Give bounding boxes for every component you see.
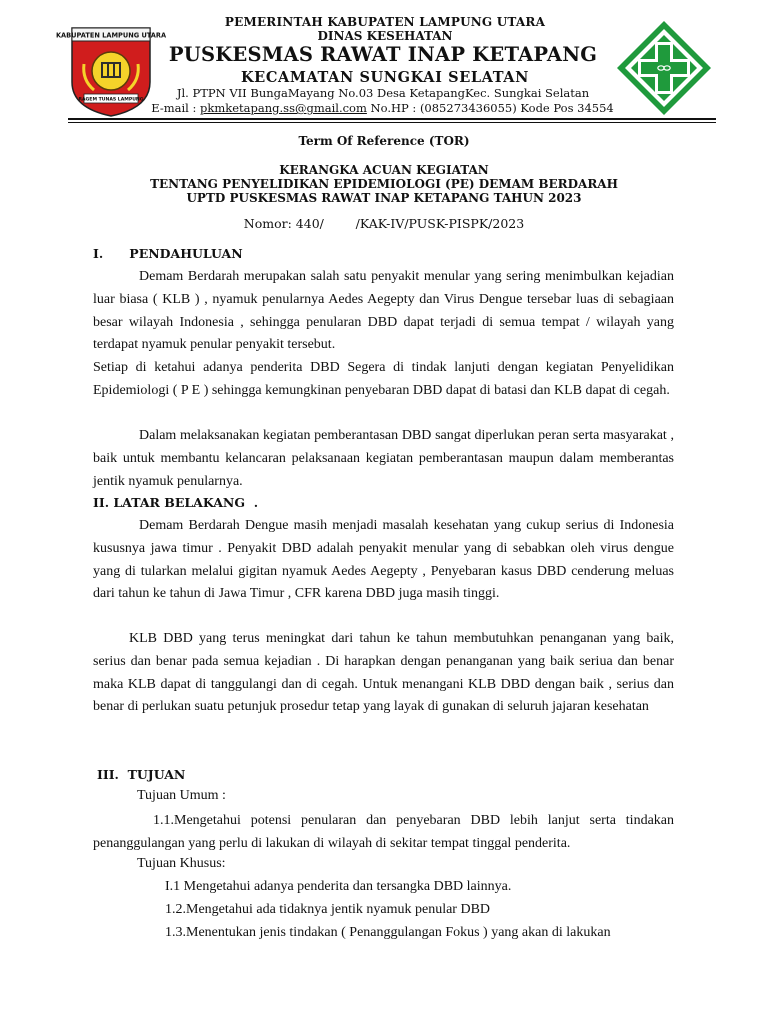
section-1-heading: I. PENDAHULUAN [93,246,243,261]
tor-title: Term Of Reference (TOR) [298,134,470,148]
title-line-2: TENTANG PENYELIDIKAN EPIDEMIOLOGI (PE) DEMAM BERDARAH [150,177,618,191]
tujuan-khusus-item-1: I.1 Mengetahui adanya penderita dan tersangka DBD lainnya. [165,879,512,894]
document-number: Nomor: 440/ /KAK-IV/PUSK-PISPK/2023 [243,216,525,231]
title-line-1: KERANGKA ACUAN KEGIATAN [279,163,489,177]
header-organization: PUSKESMAS RAWAT INAP KETAPANG [168,43,598,66]
section-2-heading: II. LATAR BELAKANG . [93,495,259,510]
section-1-paragraph-1: Demam Berdarah merupakan salah satu penyakit menular yang sering menimbulkan kejadian luar biasa ( KLB ) , nyamuk penularnya Aedes Aegepty dan Virus Dengue tersebar luas di sebagiaan besar wilayah Indonesia , sehingga penularan DBD dapat terjadi di semua tempat / wilayah yang terdapat nyamuk penular penyakit tersebut. [93,269,674,353]
header-contact [130,101,635,115]
email-label: E-mail : [151,101,201,115]
header-divider-thick [68,118,716,120]
tujuan-khusus-item-3: 1.3.Menentukan jenis tindakan ( Penanggulangan Fokus ) yang akan di lakukan [165,925,611,940]
tujuan-umum-label: Tujuan Umum : [137,788,226,803]
crest-title: KABUPATEN LAMPUNG UTARA [55,31,167,40]
header-address: Jl. PTPN VII BungaMayang No.03 Desa KetapangKec. Sungkai Selatan [176,86,590,100]
crest-banner: RAGEM TUNAS LAMPUNG [78,97,144,103]
header-district: KECAMATAN SUNGKAI SELATAN [240,69,530,86]
section-1-paragraph-2: Setiap di ketahui adanya penderita DBD Segera di tindak lanjuti dengan kegiatan Penyelidikan Epidemiologi ( P E ) sehingga kemungkinan penyebaran DBD dapat di batasi dan KLB dapat di cegah. [93,360,674,398]
tujuan-umum-item-1: 1.1.Mengetahui potensi penularan dan penyebaran DBD lebih lanjut serta tindakan penanggulangan yang perlu di lakukan di wilayah di sekitar tempat tinggal penderita. [93,813,674,851]
contact-info: No.HP : (085273436055) Kode Pos 34554 [366,101,614,115]
section-3-heading: III. TUJUAN [97,767,186,782]
section-1-paragraph-3: Dalam melaksanakan kegiatan pemberantasan DBD sangat diperlukan peran serta masyarakat , baik untuk membantu kelancaran pelaksanaan kegiatan pemberantasan maupun dalam memberantas jentik nyamuk penularnya. [93,428,674,489]
header-government: PEMERINTAH KABUPATEN LAMPUNG UTARA [224,15,546,29]
email-link[interactable]: pkmketapang.ss@gmail.com [200,101,367,115]
section-2-paragraph-2: KLB DBD yang terus meningkat dari tahun ke tahun membutuhkan penanganan yang baik, serius dan benar pada semua kejadian . Di harapkan dengan penanganan yang baik seriua dan benar maka KLB dapat di tanggulangi dan di cegah. Untuk menangani KLB DBD dengan baik , serius dan benar di perlukan suatu petunjuk prosedur tetap yang layak di gunakan di seluruh jajaran kesehatan [93,631,674,715]
header-department: DINAS KESEHATAN [317,29,453,43]
header-divider-thin [68,122,716,123]
tujuan-khusus-item-2: 1.2.Mengetahui ada tidaknya jentik nyamuk penular DBD [165,902,491,917]
title-line-3: UPTD PUSKESMAS RAWAT INAP KETAPANG TAHUN 2023 [186,191,582,205]
section-2-paragraph-1: Demam Berdarah Dengue masih menjadi masalah kesehatan yang cukup serius di Indonesia kususnya jawa timur . Penyakit DBD adalah penyakit menular yang di sebabkan oleh virus dengue yang di tularkan melalui gigitan nyamuk Aedes Aegepty , Penyebaran kasus DBD cenderung meluas dari tahun ke tahun di Jawa Timur , CFR karena DBD juga masih tinggi. [93,518,674,602]
tujuan-khusus-label: Tujuan Khusus: [137,856,226,871]
